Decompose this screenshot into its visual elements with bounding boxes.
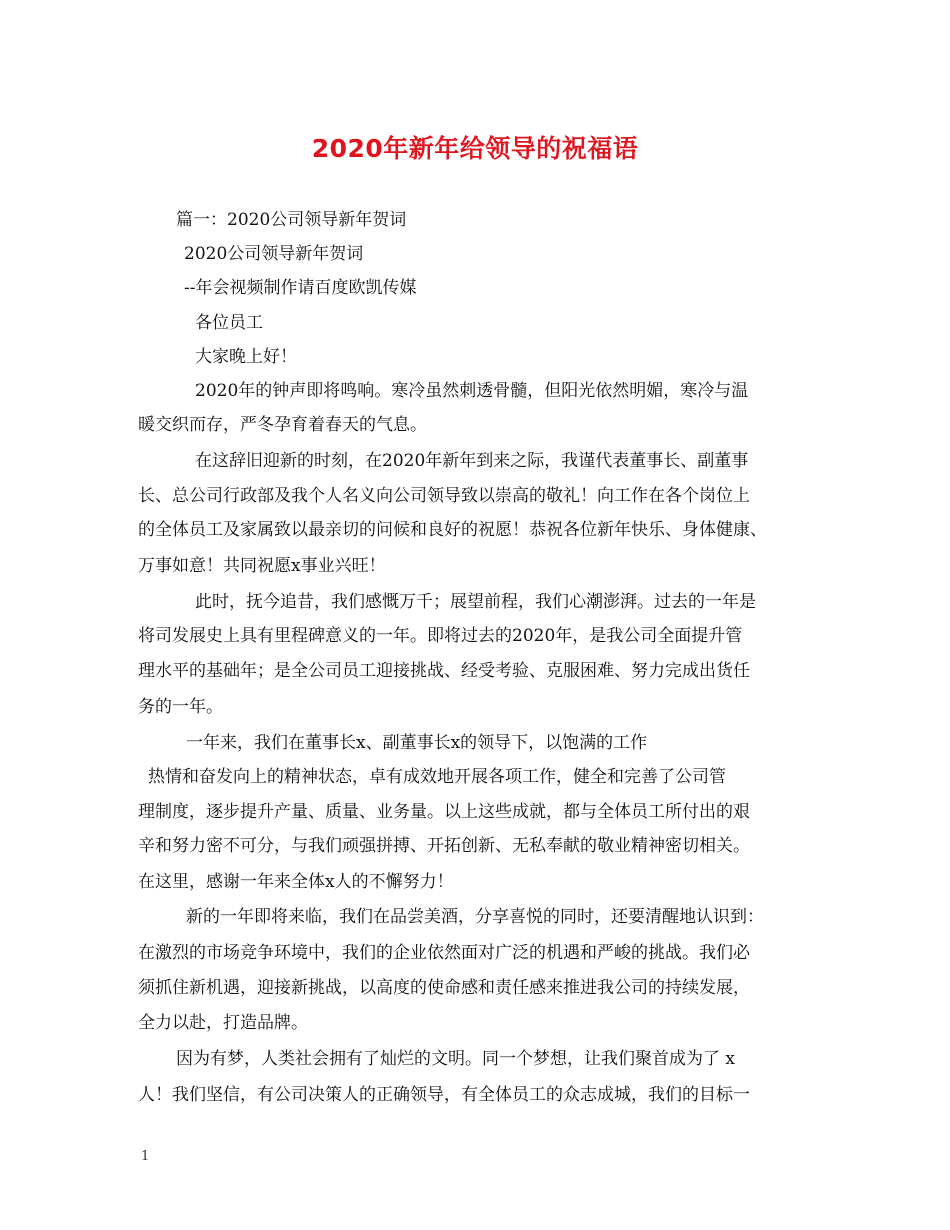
text-line: 理制度，逐步提升产量、质量、业务量。以上这些成就，都与全体员工所付出的艰 bbox=[138, 802, 750, 822]
text-line: 将司发展史上具有里程碑意义的一年。即将过去的2020年，是我公司全面提升管 bbox=[138, 626, 743, 646]
text-line: 务的一年。 bbox=[138, 697, 223, 717]
text-line: 暖交织而存，严冬孕育着春天的气息。 bbox=[138, 415, 427, 435]
text-line: 人！我们坚信，有公司决策人的正确领导，有全体员工的众志成城，我们的目标一 bbox=[138, 1085, 750, 1105]
text-line: --年会视频制作请百度欧凯传媒 bbox=[184, 278, 417, 298]
text-line: 长、总公司行政部及我个人名义向公司领导致以崇高的敬礼！向工作在各个岗位上 bbox=[138, 486, 750, 506]
text-line: 全力以赴，打造品牌。 bbox=[138, 1013, 308, 1033]
text-line: 在这里，感谢一年来全体x人的不懈努力！ bbox=[138, 872, 454, 892]
text-line: 在激烈的市场竞争环境中，我们的企业依然面对广泛的机遇和严峻的挑战。我们必 bbox=[138, 943, 750, 963]
document-title: 2020年新年给领导的祝福语 bbox=[311, 134, 639, 163]
text-line: 2020年的钟声即将鸣响。寒冷虽然刺透骨髓，但阳光依然明媚，寒冷与温 bbox=[195, 381, 749, 401]
text-line: 此时，抚今追昔，我们感慨万千；展望前程，我们心潮澎湃。过去的一年是 bbox=[195, 592, 756, 612]
text-line: 一年来，我们在董事长x、副董事长x的领导下，以饱满的工作 bbox=[186, 733, 648, 753]
text-line: 辛和努力密不可分，与我们顽强拼搏、开拓创新、无私奉献的敬业精神密切相关。 bbox=[138, 836, 750, 856]
text-line: 2020公司领导新年贺词 bbox=[184, 244, 364, 264]
text-line: 万事如意！共同祝愿x事业兴旺！ bbox=[138, 556, 386, 576]
text-line: 大家晚上好！ bbox=[195, 347, 297, 367]
text-line: 理水平的基础年；是全公司员工迎接挑战、经受考验、克服困难、努力完成出货任 bbox=[138, 661, 750, 681]
text-line: 因为有梦，人类社会拥有了灿烂的文明。同一个梦想，让我们聚首成为了 x bbox=[176, 1049, 735, 1069]
text-line: 须抓住新机遇，迎接新挑战，以高度的使命感和责任感来推进我公司的持续发展， bbox=[138, 978, 750, 998]
text-line: 在这辞旧迎新的时刻，在2020年新年到来之际，我谨代表董事长、副董事 bbox=[195, 451, 749, 471]
page-number: 1 bbox=[141, 1149, 150, 1164]
text-line: 热情和奋发向上的精神状态，卓有成效地开展各项工作，健全和完善了公司管 bbox=[148, 767, 726, 787]
text-line: 新的一年即将来临，我们在品尝美酒，分享喜悦的同时，还要清醒地认识到： bbox=[186, 907, 764, 927]
text-line: 各位员工 bbox=[195, 313, 263, 333]
text-line: 的全体员工及家属致以最亲切的问候和良好的祝愿！恭祝各位新年快乐、身体健康、 bbox=[138, 520, 767, 540]
text-line: 篇一：2020公司领导新年贺词 bbox=[176, 210, 407, 230]
